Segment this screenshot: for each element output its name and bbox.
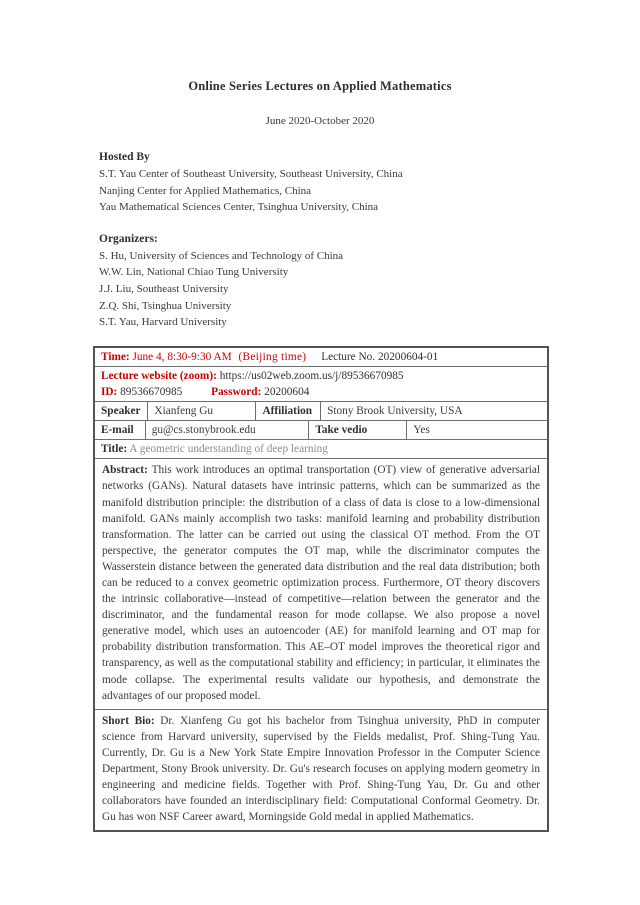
meeting-id-label: ID: [101, 385, 118, 398]
title-row [95, 439, 547, 458]
hosted-by-line: S.T. Yau Center of Southeast University, Southeast University, China [99, 168, 403, 180]
organizer-line: S. Hu, University of Sciences and Technology of China [99, 249, 344, 262]
hosted-by-heading: Hosted By [99, 151, 150, 163]
speaker-label: Speaker [101, 405, 141, 418]
take-video-label: Take vedio [308, 421, 406, 439]
password-value: 20200604 [264, 385, 310, 398]
speaker-value: Xianfeng Gu [147, 402, 255, 420]
beijing-time-note: (Beijing time) [238, 350, 307, 363]
speaker-row [95, 401, 547, 420]
website-line [101, 368, 541, 384]
hosted-by-line: Nanjing Center for Applied Mathematics, China [99, 184, 312, 197]
short-bio-cell [95, 710, 547, 831]
lecture-title-label: Title: [101, 443, 128, 456]
organizers-heading: Organizers: [99, 232, 158, 245]
meeting-id-value: 89536670985 [120, 385, 183, 398]
page-title: Online Series Lectures on Applied Mathematics [188, 79, 452, 93]
organizer-line: W.W. Lin, National Chiao Tung University [99, 266, 289, 279]
short-bio-label: Short Bio: [102, 714, 155, 727]
website-id-cell [95, 367, 547, 401]
lecture-title-cell [95, 440, 334, 458]
short-bio-row [95, 709, 547, 831]
affiliation-value: Stony Brook University, USA [320, 402, 547, 420]
hosted-by-line: Yau Mathematical Sciences Center, Tsinghua University, China [99, 201, 379, 214]
date-range: June 2020-October 2020 [265, 115, 375, 127]
time-label: Time: [101, 350, 130, 363]
page-body [93, 151, 549, 832]
password-label: Password: [211, 385, 262, 398]
abstract-row [95, 458, 547, 708]
short-bio-text: Dr. Xianfeng Gu got his bachelor from Tsinghua university, PhD in computer science from Harvard university, supervised by the Fields medalist, Prof. Shing-Tung Yau. Currently, Dr. Gu is a New York State Empire Innovation Professor in the Computer Science Department, Stony Brook university. Dr. Gu's research focuses on applying modern geometry in engineering and medicine fields. Together with Prof. Shing-Tung Yau, Dr. Gu and other collaborators have founded an interdisciplinary field: Computational Conformal Geometry. Dr. Gu has won NSF Career award, Morningside Gold medal in applied Mathematics. [102, 714, 541, 824]
email-row [95, 420, 547, 439]
lecture-number: Lecture No. 20200604-01 [321, 350, 439, 363]
time-row [95, 348, 547, 366]
website-id-row [95, 366, 547, 401]
abstract-text: This work introduces an optimal transportation (OT) view of generative adversarial networks (GANs). Natural datasets have intrinsic patterns, which can be summarized as the manifold distribution principle: the distribution of a class of data is close to a low-dimensional manifold. GANs mainly accomplish two tasks: manifold learning and probability distribution transformation. The latter can be carried out using the classical OT method. From the OT perspective, the generator computes the OT map, while the discriminator computes the Wasserstein distance between the generated data distribution and the real data distribution; both can be reduced to a convex geometric optimization process. Furthermore, OT theory discovers the intrinsic collaborative—instead of competitive—relation between the generator and the discriminator, and the fundamental reason for mode collapse. We also propose a novel generative model, which uses an autoencoder (AE) for manifold learning and OT map for probability distribution transformation. This AE–OT model improves the theoretical rigor and transparency, as well as the computational stability and efficiency; in particular, it eliminates the mode collapse. The experimental results validate our hypothesis, and demonstrate the advantages of our proposed model. [102, 464, 540, 702]
take-video-value: Yes [406, 421, 547, 439]
abstract-label: Abstract: [102, 464, 148, 477]
lecture-title-value: A geometric understanding of deep learning [129, 443, 328, 456]
email-value: gu@cs.stonybrook.edu [145, 421, 309, 439]
website-url: https://us02web.zoom.us/j/89536670985 [219, 369, 404, 382]
time-cell [95, 348, 547, 366]
affiliation-label: Affiliation [255, 402, 320, 420]
organizer-line: J.J. Liu, Southeast University [99, 282, 229, 295]
time-value: June 4, 8:30-9:30 AM [132, 350, 232, 363]
email-label: E-mail [101, 424, 134, 437]
organizer-line: S.T. Yau, Harvard University [99, 316, 227, 329]
organizer-line: Z.Q. Shi, Tsinghua University [99, 299, 232, 312]
abstract-cell [95, 459, 547, 708]
website-label: Lecture website (zoom): [101, 369, 217, 382]
id-password-line [101, 384, 541, 400]
lecture-info-table [93, 346, 549, 833]
